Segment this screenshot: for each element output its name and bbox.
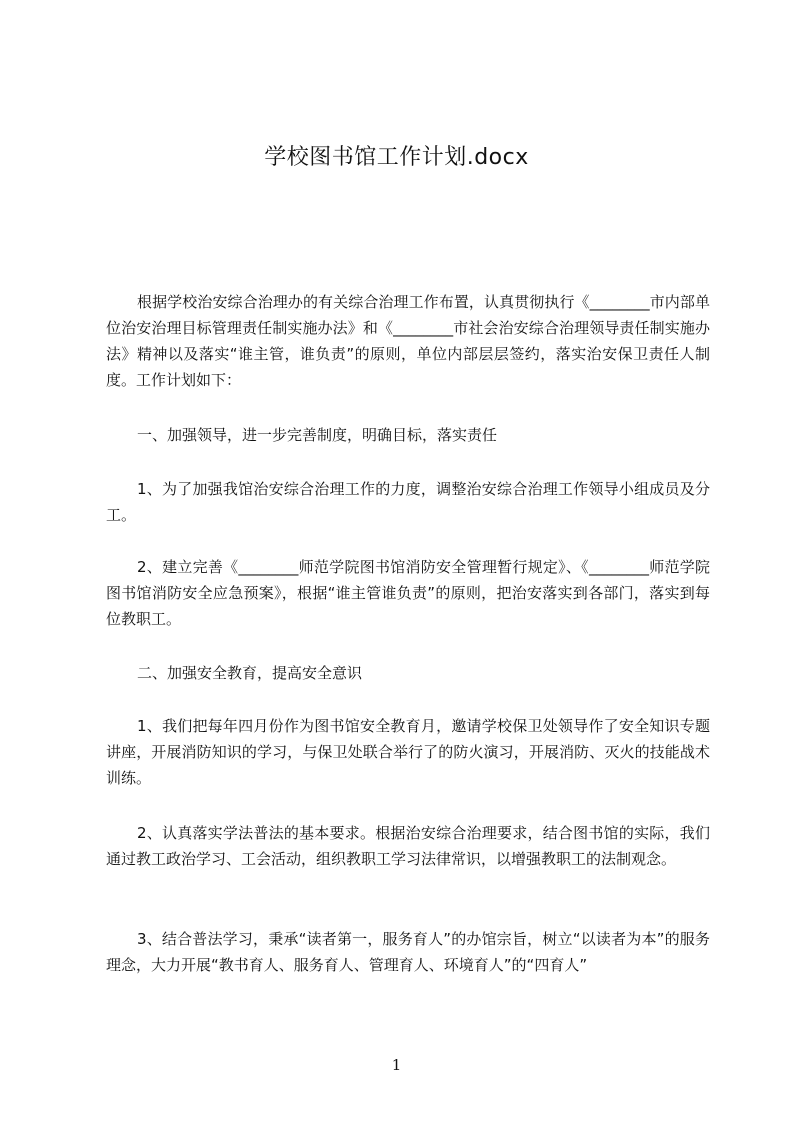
paragraph-item-2-3: 3、结合普法学习，秉承“读者第一，服务育人”的办馆宗旨，树立“以读者为本”的服务理念，大力开展“教书育人、服务育人、管理育人、环境育人”的“四育人” — [106, 930, 710, 974]
document-item-1-1 — [106, 476, 710, 528]
document-section-1-heading — [106, 422, 710, 448]
paragraph-item-1-2: 2、建立完善《________师范学院图书馆消防安全管理暂行规定》、《________师范学院图书馆消防安全应急预案》，根据“谁主管谁负责”的原则，把治安落实到各部门，落实到每位教职工。 — [106, 558, 710, 628]
paragraph-item-2-1: 1、我们把每年四月份作为图书馆安全教育月，邀请学校保卫处领导作了安全知识专题讲座，开展消防知识的学习，与保卫处联合举行了的防火演习，开展消防、灭火的技能战术训练。 — [106, 717, 710, 787]
document-item-2-2 — [106, 820, 710, 872]
section-heading-2: 二、加强安全教育，提高安全意识 — [137, 664, 363, 682]
paragraph-item-2-2: 2、认真落实学法普法的基本要求。根据治安综合治理要求，结合图书馆的实际，我们通过教工政治学习、工会活动，组织教职工学习法律常识，以增强教职工的法制观念。 — [106, 824, 710, 868]
document-item-2-1 — [106, 713, 710, 791]
section-heading-1: 一、加强领导，进一步完善制度，明确目标，落实责任 — [137, 426, 498, 444]
paragraph-item-1-1: 1、为了加强我馆治安综合治理工作的力度，调整治安综合治理工作领导小组成员及分工。 — [106, 480, 710, 524]
document-item-1-2 — [106, 554, 710, 632]
document-section-2-heading — [106, 660, 710, 686]
document-title: 学校图书馆工作计划.docx — [264, 145, 529, 170]
document-body-intro — [106, 289, 710, 393]
paragraph-intro: 根据学校治安综合治理办的有关综合治理工作布置，认真贯彻执行《________市内部单位治安治理目标管理责任制实施办法》和《________市社会治安综合治理领导责任制实施办法》精神以及落实“谁主管，谁负责”的原则，单位内部层层签约，落实治安保卫责任人制度。工作计划如下： — [106, 293, 710, 389]
document-item-2-3 — [106, 926, 710, 978]
page-number: 1 — [391, 1056, 402, 1074]
